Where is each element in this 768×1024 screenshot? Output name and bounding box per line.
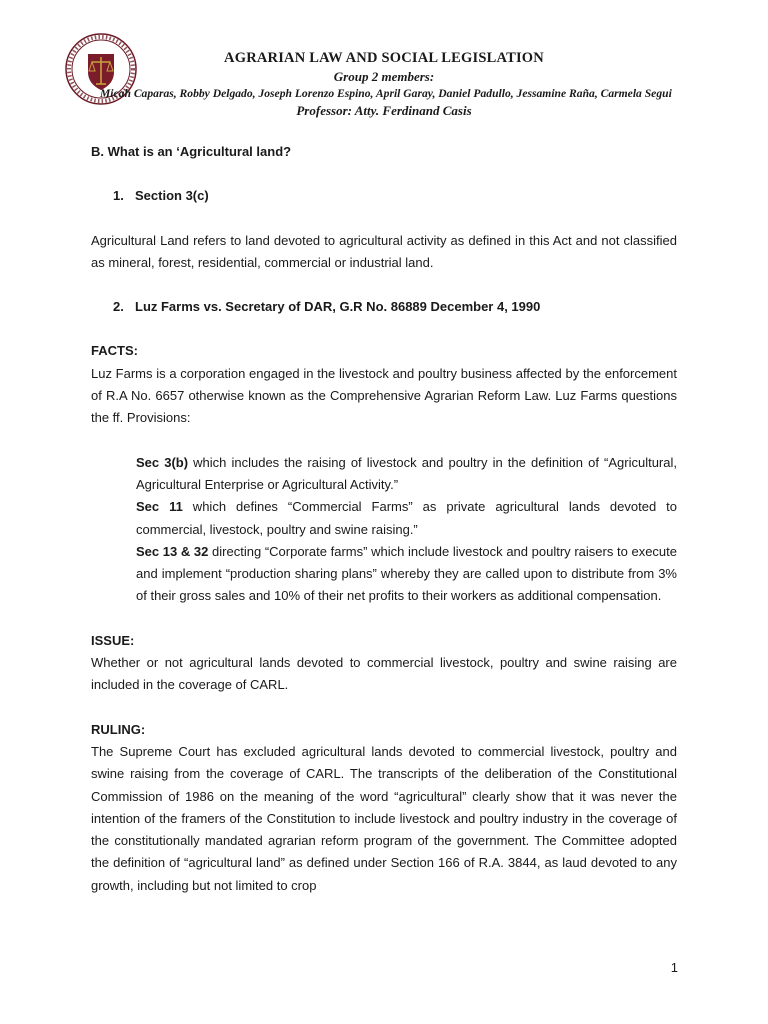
- document-title: AGRARIAN LAW AND SOCIAL LEGISLATION: [224, 50, 544, 66]
- provision-text: which defines “Commercial Farms” as private agricultural lands devoted to commercial, livestock, poultry and swine raising.”: [136, 499, 677, 537]
- provision-text: directing “Corporate farms” which include livestock and poultry raisers to execute and implement “production sharing plans” whereby they are called upon to distribute from 3% of their gross sales and 10% of their net profits to their workers as additional compensation.: [136, 543, 677, 604]
- ruling-paragraph: The Supreme Court has excluded agricultural lands devoted to commercial livestock, poultry and swine raising from the coverage of CARL. The transcripts of the deliberation of the Constitutional Commission of 1986 on the meaning of the word “agricultural” clearly show that it was never the intention of the framers of the Constitution to include livestock and poultry industry in the coverage of the constitutionally mandated agrarian reform program of the government. The Committee adopted the definition of “agricultural land” as defined under Section 166 of R.A. 3844, as laud devoted to any growth, including but not limited to crop: [91, 743, 677, 893]
- group-label: Group 2 members:: [333, 69, 435, 84]
- page-number: 1: [670, 960, 678, 975]
- members-list: Micah Caparas, Robby Delgado, Joseph Lorenzo Espino, April Garay, Daniel Padullo, Jessamine Raña, Carmela Segui: [100, 87, 672, 100]
- provision-item: [91, 496, 677, 541]
- provision-text: which includes the raising of livestock and poultry in the definition of “Agricultural, Agricultural Enterprise or Agricultural Activity.”: [136, 454, 677, 492]
- provision-ref: Sec 13 & 32: [136, 543, 209, 559]
- list-item-number: 2.: [113, 299, 124, 315]
- provision-ref: Sec 3(b): [136, 454, 189, 470]
- list-item-label: Section 3(c): [135, 188, 209, 204]
- list-item-label: Luz Farms vs. Secretary of DAR, G.R No. 86889 December 4, 1990: [135, 299, 541, 315]
- document-header: [100, 48, 672, 119]
- professor-line: Professor: Atty. Ferdinand Casis: [296, 103, 472, 118]
- provisions-list: [91, 452, 677, 608]
- definition-paragraph: Agricultural Land refers to land devoted to agricultural activity as defined in this Act and not classified as mineral, forest, residential, commercial or industrial land.: [91, 232, 677, 270]
- provision-item: [91, 541, 677, 608]
- issue-paragraph: Whether or not agricultural lands devoted to commercial livestock, poultry and swine raising are included in the coverage of CARL.: [91, 655, 677, 693]
- list-item-1: [91, 185, 677, 207]
- list-item-number: 1.: [113, 188, 124, 204]
- provision-ref: Sec 11: [136, 499, 183, 515]
- issue-heading: ISSUE:: [91, 632, 135, 648]
- facts-paragraph: Luz Farms is a corporation engaged in the livestock and poultry business affected by the enforcement of R.A No. 6657 otherwise known as the Comprehensive Agrarian Reform Law. Luz Farms questions the ff. Provisions:: [91, 365, 677, 426]
- section-question: B. What is an ‘Agricultural land?: [91, 144, 292, 159]
- facts-heading: FACTS:: [91, 343, 138, 359]
- provision-item: [91, 452, 677, 497]
- list-item-2: [91, 296, 677, 318]
- ruling-heading: RULING:: [91, 721, 146, 737]
- document-body: [91, 141, 677, 897]
